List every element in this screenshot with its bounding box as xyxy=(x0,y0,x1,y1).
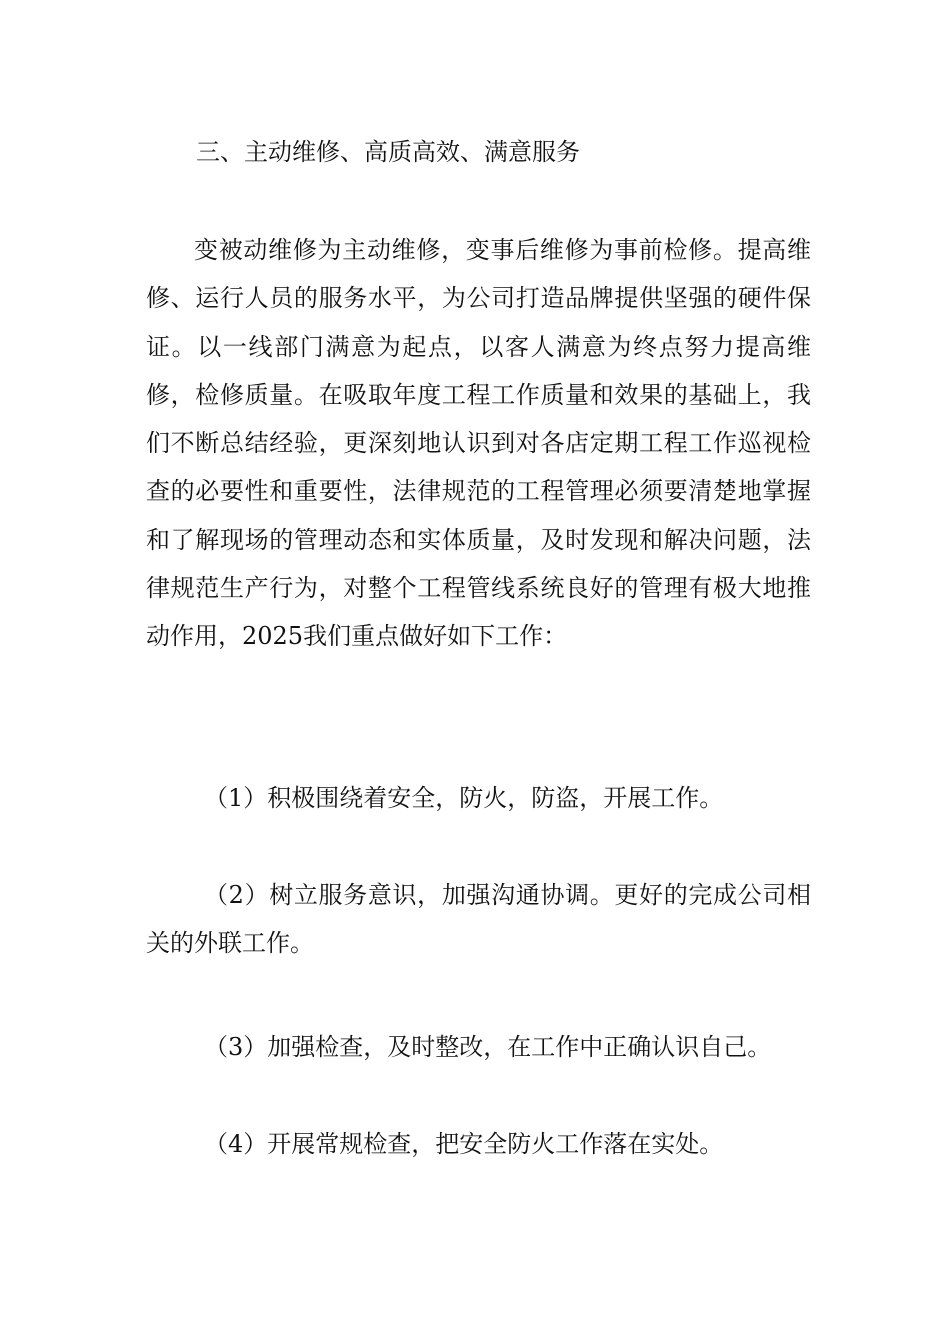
body-paragraph: 变被动维修为主动维修，变事后维修为事前检修。提高维修、运行人员的服务水平，为公司打造品牌提供坚强的硬件保证。以一线部门满意为起点，以客人满意为终点努力提高维修，检修质量。在吸取年度工程工作质量和效果的基础上，我们不断总结经验，更深刻地认识到对各店定期工程工作巡视检查的必要性和重要性，法律规范的工程管理必须要清楚地掌握和了解现场的管理动态和实体质量，及时发现和解决问题，法律规范生产行为，对整个工程管线系统良好的管理有极大地推动作用，2025我们重点做好如下工作： xyxy=(146,236,811,651)
list-item-3: （3）加强检查，及时整改，在工作中正确认识自己。 xyxy=(204,1033,772,1061)
list-item-4: （4）开展常规检查，把安全防火工作落在实处。 xyxy=(204,1130,724,1158)
list-item-1: （1）积极围绕着安全，防火，防盗，开展工作。 xyxy=(204,784,724,812)
section-heading: 三、主动维修、高质高效、满意服务 xyxy=(196,138,580,166)
list-item-2: （2）树立服务意识，加强沟通协调。更好的完成公司相关的外联工作。 xyxy=(146,881,811,958)
